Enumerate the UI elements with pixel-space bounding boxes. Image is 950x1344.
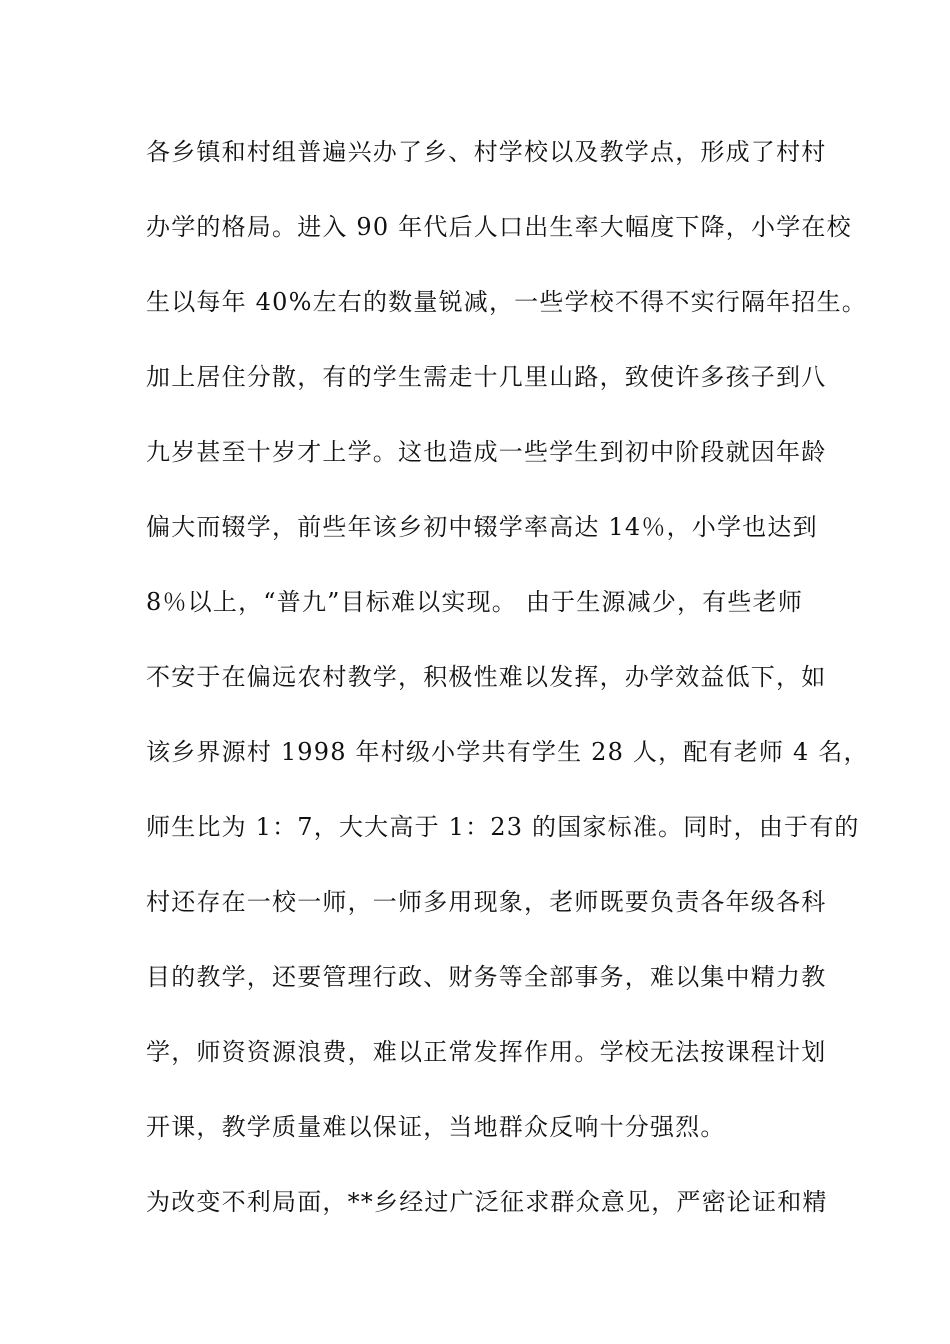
- text-line: 学，师资资源浪费，难以正常发挥作用。学校无法按课程计划: [146, 1038, 827, 1066]
- text-line: 该乡界源村 1998 年村级小学共有学生 28 人，配有老师 4 名，: [146, 738, 869, 766]
- text-line: 村还存在一校一师，一师多用现象，老师既要负责各年级各科: [146, 888, 827, 916]
- text-line: 偏大而辍学，前些年该乡初中辍学率高达 14％，小学也达到: [146, 513, 818, 541]
- text-line: 不安于在偏远农村教学，积极性难以发挥，办学效益低下，如: [146, 663, 827, 691]
- text-line: 开课，教学质量难以保证，当地群众反响十分强烈。: [146, 1113, 726, 1141]
- text-line: 各乡镇和村组普遍兴办了乡、村学校以及教学点，形成了村村: [146, 138, 827, 166]
- text-line: 生以每年 40%左右的数量锐减，一些学校不得不实行隔年招生。: [146, 288, 867, 316]
- text-line: 为改变不利局面，**乡经过广泛征求群众意见，严密论证和精: [146, 1188, 828, 1216]
- text-line: 办学的格局。进入 90 年代后人口出生率大幅度下降，小学在校: [146, 213, 852, 241]
- text-line: 8％以上，“普九”目标难以实现。 由于生源减少，有些老师: [146, 588, 804, 616]
- text-line: 师生比为 1：7，大大高于 1：23 的国家标准。同时，由于有的: [146, 813, 860, 841]
- text-line: 九岁甚至十岁才上学。这也造成一些学生到初中阶段就因年龄: [146, 438, 827, 466]
- text-line: 加上居住分散，有的学生需走十几里山路，致使许多孩子到八: [146, 363, 827, 391]
- text-line: 目的教学，还要管理行政、财务等全部事务，难以集中精力教: [146, 963, 827, 991]
